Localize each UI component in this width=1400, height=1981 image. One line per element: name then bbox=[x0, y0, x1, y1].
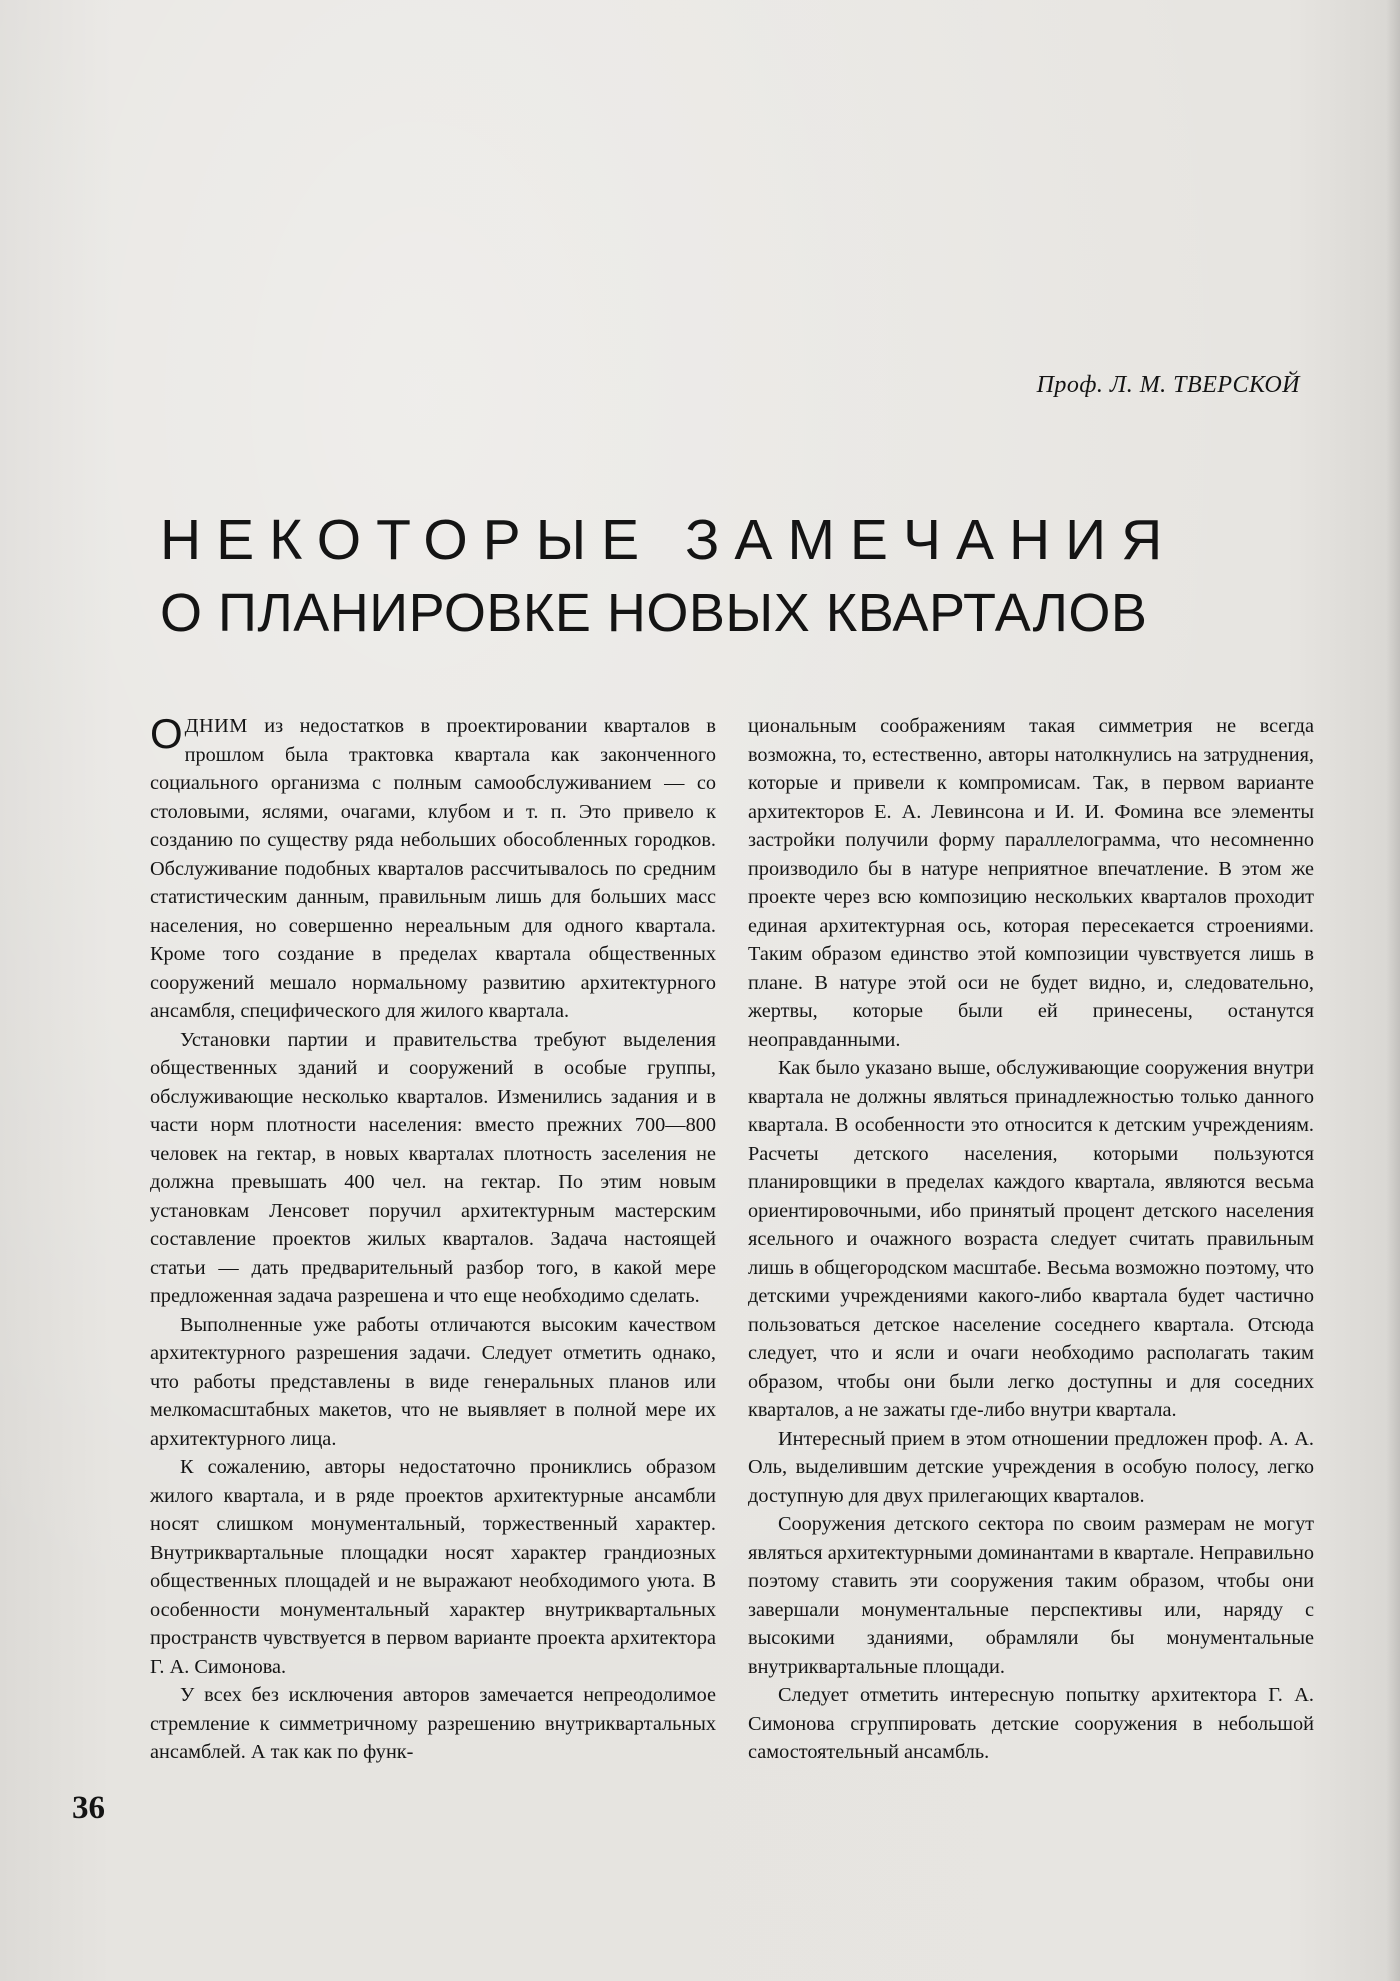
paragraph-text: из недостатков в проектировании кварталов в прошлом была трактовка квартала как законченного социального организма с полным самообслуживанием — со столовыми, яслями, очагами, клубом и т. п. Это привело к созданию по существу ряда небольших обособленных городков. Обслуживание подобных кварталов рассчитывалось по средним статистическим данным, правильным лишь для больших масс населения, но совершенно нереальным для одного квартала. Кроме того создание в пределах квартала общественных сооружений мешало нормальному развитию архитектурного ансамбля, специфического для жилого квартала. bbox=[150, 715, 716, 1022]
paragraph: Выполненные уже работы отличаются высоким качеством архитектурного разрешения задачи. Следует отметить однако, что работы представлены в виде генеральных планов или мелкомасштабных макетов, что не выявляет в полной мере их архитектурного лица. bbox=[150, 1313, 716, 1450]
article-title-line-2: О ПЛАНИРОВКЕ НОВЫХ КВАРТАЛОВ bbox=[160, 583, 1148, 643]
paragraph: Как было указано выше, обслуживающие сооружения внутри квартала не должны являться принадлежностью только данного квартала. В особенности это относится к детским учреждениям. Расчеты детского населения, которыми пользуются планировщики в пределах каждого квартала, являются весьма ориентировочными, ибо принятый процент детского населения ясельного и очажного возраста следует считать правильным лишь в общегородском масштабе. Весьма возможно поэтому, что детскими учреждениями какого-либо квартала будет частично пользоваться детское население соседнего квартала. Отсюда следует, что и ясли и очаги необходимо располагать таким образом, чтобы они были легко доступны и для соседних кварталов, а не зажаты где-либо внутри квартала. bbox=[748, 1057, 1314, 1421]
article-title bbox=[160, 508, 1280, 643]
drop-cap: О bbox=[150, 710, 183, 757]
paragraph: К сожалению, авторы недостаточно прониклись образом жилого квартала, и в ряде проектов архитектурные ансамбли носят слишком монументальный, торжественный характер. Внутриквартальные площадки носят характер грандиозных общественных площадей и не выражают необходимого уюта. В особенности монументальный характер внутриквартальных пространств чувствуется в первом варианте проекта архитектора Г. А. Симонова. bbox=[150, 1456, 716, 1678]
paragraph: Сооружения детского сектора по своим размерам не могут являться архитектурными доминантами в квартале. Неправильно поэтому ставить эти сооружения таким образом, чтобы они завершали монументальные перспективы или, наряду с высокими зданиями, обрамляли бы монументальные внутриквартальные площади. bbox=[748, 1513, 1314, 1678]
paragraph: У всех без исключения авторов замечается непреодолимое стремление к симметричному разрешению внутриквартальных ансамблей. А так как по функ- bbox=[150, 1684, 716, 1763]
lead-in-caps: ДНИМ bbox=[184, 715, 248, 737]
paragraph bbox=[150, 712, 716, 1026]
paragraph: Следует отметить интересную попытку архитектора Г. А. Симонова сгруппировать детские сооружения в небольшой самостоятельный ансамбль. bbox=[748, 1684, 1314, 1763]
paragraph: циональным соображениям такая симметрия не всегда возможна, то, естественно, авторы натолкнулись на затруднения, которые и привели к компромисам. Так, в первом варианте архитекторов Е. А. Левинсона и И. И. Фомина все элементы застройки получили форму параллелограмма, что несомненно производило бы в натуре неприятное впечатление. В этом же проекте через всю композицию нескольких кварталов проходит единая архитектурная ось, которая пересекается строениями. Таким образом единство этой композиции чувствуется лишь в плане. В натуре этой оси не будет видно, и, следовательно, жертвы, которые были ей принесены, останутся неоправданными. bbox=[748, 715, 1314, 1051]
paragraph: Интересный прием в этом отношении предложен проф. А. А. Оль, выделившим детские учреждения в особую полосу, легко доступную для двух прилегающих кварталов. bbox=[748, 1427, 1314, 1507]
paragraph: Установки партии и правительства требуют выделения общественных зданий и сооружений в особые группы, обслуживающие несколько кварталов. Изменились задания и в части норм плотности населения: вместо прежних 700—800 человек на гектар, в новых кварталах плотность заселения не должна превышать 400 чел. на гектар. По этим новым установкам Ленсовет поручил архитектурным мастерским составление проектов жилых кварталов. Задача настоящей статьи — дать предварительный разбор того, в какой мере предложенная задача разрешена и что еще необходимо сделать. bbox=[150, 1028, 716, 1307]
page-number: 36 bbox=[72, 1790, 105, 1826]
text-column-right bbox=[748, 712, 1314, 1767]
text-column-left bbox=[150, 712, 716, 1767]
article-title-line-1: НЕКОТОРЫЕ ЗАМЕЧАНИЯ bbox=[160, 508, 1178, 572]
article-author: Проф. Л. М. ТВЕРСКОЙ bbox=[1036, 372, 1300, 398]
